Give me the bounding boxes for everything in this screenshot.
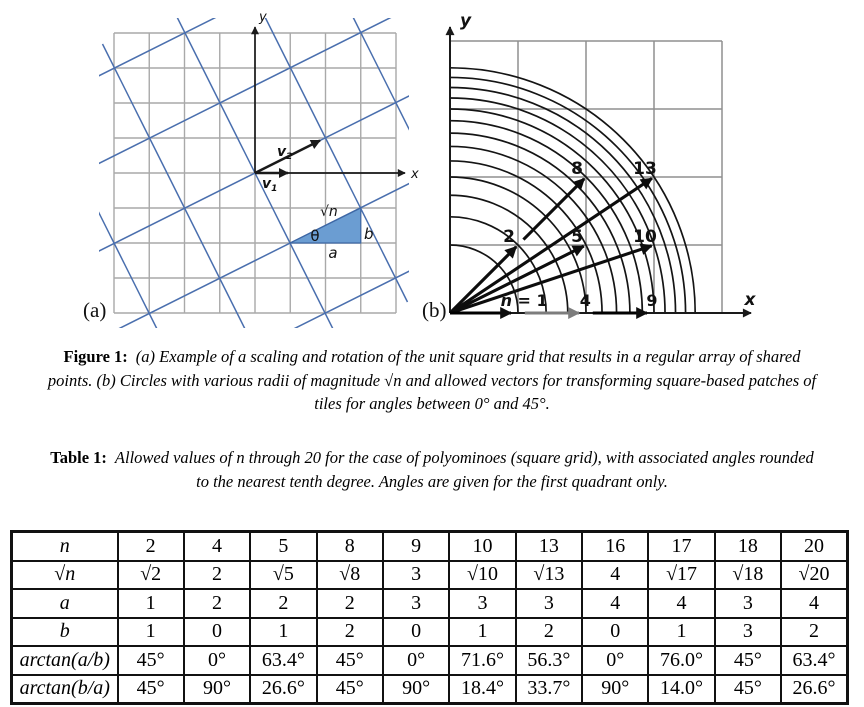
figure-caption-line-3 [12, 392, 852, 416]
table-cell: 1 [648, 618, 714, 647]
figure-caption-line-2 [12, 369, 852, 393]
table-cell: 90° [582, 675, 648, 704]
figure-caption-text-1: (a) Example of a scaling and rotation of the unit square grid that results in a regular array of shared [135, 347, 801, 366]
table-caption-line-1 [12, 446, 852, 470]
x-axis-label: x [744, 290, 756, 310]
vector-v2-label: $v_2$ [277, 144, 293, 162]
table-cell: 45° [118, 675, 184, 704]
table-cell: 4 [781, 589, 847, 618]
table-cell: √5 [250, 561, 316, 590]
table-cell: √2 [118, 561, 184, 590]
table-cell: 2 [781, 618, 847, 647]
vector-label-n5: 5 [571, 227, 583, 247]
table-1-caption [12, 446, 852, 493]
vector-v1-label: $v_1$ [262, 176, 278, 194]
vector-label-n10: 10 [633, 227, 657, 247]
figure-caption-line-1 [12, 345, 852, 369]
table-cell: √18 [715, 561, 781, 590]
table-cell: 20 [781, 532, 847, 561]
table-row [12, 646, 848, 675]
table-cell: 2 [250, 589, 316, 618]
axis-vector-label: 9 [646, 291, 658, 310]
table-caption-text-2: to the nearest tenth degree. Angles are given for the first quadrant only. [196, 471, 668, 491]
table-cell: 18 [715, 532, 781, 561]
rotated-grid-line [0, 0, 432, 213]
table-cell: 4 [648, 589, 714, 618]
table-cell: 1 [118, 589, 184, 618]
table-cell: 26.6° [250, 675, 316, 704]
table-cell: 5 [250, 532, 316, 561]
table-cell: 3 [715, 618, 781, 647]
table-row [12, 675, 848, 704]
hypotenuse-label: √n [320, 204, 338, 220]
y-axis-label: y [259, 10, 267, 25]
table-cell: 13 [516, 532, 582, 561]
table-caption-line-2 [12, 470, 852, 494]
panel-label-a: (a) [83, 298, 107, 322]
rotated-grid-line [70, 133, 432, 334]
table-cell: 45° [118, 646, 184, 675]
table-cell: 4 [582, 589, 648, 618]
theta-label: θ [310, 227, 320, 245]
axis-vector-label: n = 1 [500, 291, 548, 310]
table-cell: √17 [648, 561, 714, 590]
side-b-label: b [364, 225, 374, 243]
panel-label-b: (b) [422, 298, 447, 322]
table-cell: √10 [449, 561, 515, 590]
table-cell: 3 [715, 589, 781, 618]
rotated-grid-line [0, 0, 405, 143]
row-header: b [12, 618, 118, 647]
table-cell: √13 [516, 561, 582, 590]
table-cell: 2 [184, 589, 250, 618]
figure-a-rotated-grid-diagram [0, 0, 432, 334]
table-cell: 63.4° [250, 646, 316, 675]
table-cell: 45° [317, 646, 383, 675]
row-header: n [12, 532, 118, 561]
table-cell: 0 [383, 618, 449, 647]
table-cell: 3 [383, 561, 449, 590]
table-cell: √20 [781, 561, 847, 590]
table-cell: 9 [383, 532, 449, 561]
table-cell: 16 [582, 532, 648, 561]
figure-caption-text-2: points. (b) Circles with various radii of magnitude √n and allowed vectors for transforming square-based patches of [47, 370, 817, 390]
table-cell: 1 [118, 618, 184, 647]
figure-caption-text-3: tiles for angles between 0° and 45°. [314, 394, 550, 413]
table-cell: 8 [317, 532, 383, 561]
table-cell: 2 [516, 618, 582, 647]
row-header: √n [12, 561, 118, 590]
axes [450, 27, 751, 313]
table-cell: 90° [184, 675, 250, 704]
x-axis-label: x [411, 167, 419, 182]
table-cell: 10 [449, 532, 515, 561]
table-cell: 18.4° [449, 675, 515, 704]
side-a-label: a [328, 244, 338, 262]
table-row [12, 561, 848, 590]
vector-n10 [450, 246, 652, 313]
axis-vector-label: 4 [579, 291, 591, 310]
row-header: a [12, 589, 118, 618]
table-cell: 56.3° [516, 646, 582, 675]
table-cell: 4 [184, 532, 250, 561]
table-cell: 2 [317, 589, 383, 618]
table-cell: 2 [317, 618, 383, 647]
table-cell: 3 [449, 589, 515, 618]
table-row [12, 618, 848, 647]
table-cell: 71.6° [449, 646, 515, 675]
table-cell: 3 [516, 589, 582, 618]
vector-label-n13: 13 [633, 159, 657, 179]
table-cell: 0° [184, 646, 250, 675]
row-header: arctan(a/b) [12, 646, 118, 675]
table-cell: 3 [383, 589, 449, 618]
table-cell: 0° [582, 646, 648, 675]
table-cell: 0° [383, 646, 449, 675]
table-cell: 0 [184, 618, 250, 647]
figure-1-caption [12, 345, 852, 416]
vector-label-n2: 2 [503, 227, 515, 247]
table-1-allowed-values [10, 530, 849, 705]
table-cell: 1 [250, 618, 316, 647]
table-cell: 45° [715, 675, 781, 704]
table-cell: 33.7° [516, 675, 582, 704]
table-cell: 45° [715, 646, 781, 675]
table-caption-label: Table 1: [50, 448, 107, 467]
table-cell: 90° [383, 675, 449, 704]
row-header: arctan(b/a) [12, 675, 118, 704]
table-cell: 45° [317, 675, 383, 704]
figure-b-circles-vectors-diagram [420, 0, 864, 334]
y-axis-label: y [460, 11, 472, 31]
table-cell: 1 [449, 618, 515, 647]
table-row [12, 589, 848, 618]
table-cell: 2 [184, 561, 250, 590]
figure-caption-label: Figure 1: [63, 347, 128, 366]
table-caption-text-1: Allowed values of n through 20 for the case of polyominoes (square grid), with associated angles rounded [114, 448, 814, 467]
table-cell: 0 [582, 618, 648, 647]
table-cell: 76.0° [648, 646, 714, 675]
table-cell: 2 [118, 532, 184, 561]
table-cell: 4 [582, 561, 648, 590]
table-cell: 17 [648, 532, 714, 561]
rotated-grid [0, 0, 432, 334]
table-cell: 26.6° [781, 675, 847, 704]
table-cell: 63.4° [781, 646, 847, 675]
vector-label-n8: 8 [571, 159, 583, 179]
table-cell: √8 [317, 561, 383, 590]
table-cell: 14.0° [648, 675, 714, 704]
table-row [12, 532, 848, 561]
